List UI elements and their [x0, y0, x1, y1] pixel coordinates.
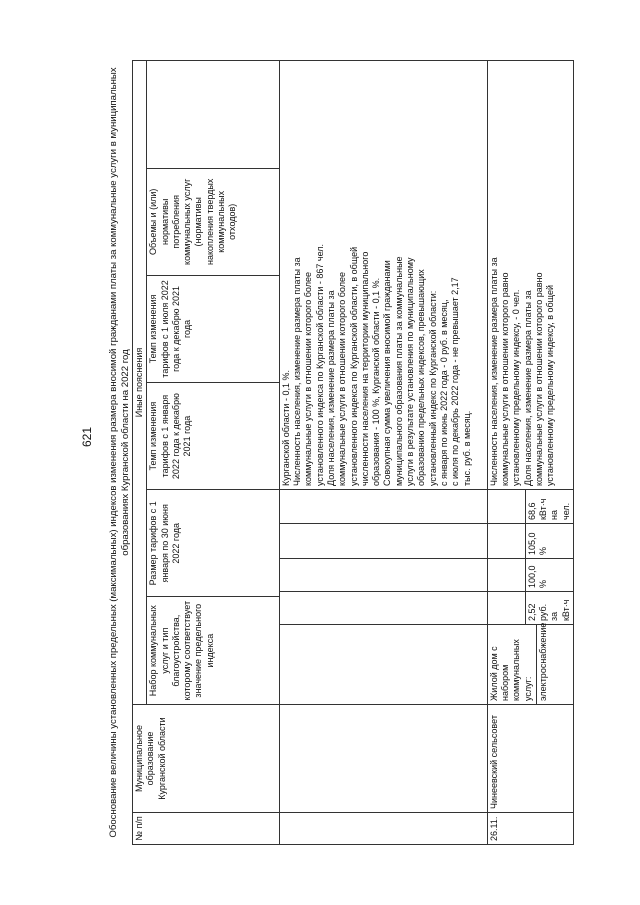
cont-tariff — [279, 592, 487, 625]
text-line: установленному предельному индексу, в общей — [545, 285, 556, 486]
row-tariff — [487, 592, 573, 625]
text-line: установленного индекса по Курганской области, в общей — [348, 246, 359, 486]
cont-explanation — [279, 61, 487, 490]
data-row-26-11 — [487, 61, 573, 845]
continuation-row — [279, 61, 487, 845]
row-volume-value: 68,6 кВт·ч на чел. — [525, 490, 572, 523]
header-row — [133, 61, 280, 845]
header-tariff: Размер тарифов с 1 января по 30 июня 2022 года — [147, 490, 279, 597]
header-mo: Муниципальное образование Курганской области — [133, 705, 280, 813]
text-line: установленному предельному индексу, - 0 чел. — [511, 289, 522, 486]
row-explanation — [487, 61, 573, 490]
cont-num — [279, 813, 487, 845]
text-line: коммунальные услуги в отношении которого более — [303, 272, 314, 486]
row-num: 26.11. — [487, 813, 573, 845]
row-set-text: Жилой дом с набором коммунальных услуг: — [488, 639, 533, 701]
text-line: образованию предельных индексов, превышающих — [416, 269, 427, 486]
text-line: Доля населения, изменение размера платы за — [522, 290, 533, 486]
cont-volume — [279, 490, 487, 524]
header-num: № п/п — [133, 813, 280, 845]
row-rate-jan — [487, 559, 573, 592]
indices-table — [132, 60, 574, 845]
header-explanation-group — [133, 61, 280, 705]
text-line: с июля по декабрь 2022 года - не превышает 2,17 — [450, 277, 461, 486]
cont-rate-jan — [279, 559, 487, 592]
row-rate-jan-value: 100,0 % — [525, 559, 550, 591]
header-rate-jan: Темп изменения тарифов с 1 января 2022 года к декабрю 2021 года — [147, 383, 279, 490]
text-line: тыс. руб. в месяц. — [461, 410, 472, 486]
text-line: коммунальные услуги в отношении которого равно — [500, 272, 511, 486]
text-line: численности населения на территории муниципального — [359, 251, 370, 486]
header-rate-jul: Темп изменения тарифов с 1 июля 2022 года к декабрю 2021 года — [147, 275, 279, 382]
row-rate-jul — [487, 524, 573, 559]
text-line: Численность населения, изменение размера платы за — [292, 257, 303, 486]
row-service: электроснабжение — [536, 625, 549, 704]
text-line: Доля населения, изменение размера платы за — [325, 290, 336, 486]
row-tariff-value: 2,52 руб. за кВт·ч — [525, 592, 572, 624]
text-line: Совокупная сумма увеличения вносимой гражданами — [382, 260, 393, 486]
text-line: образования - 100 %, Курганской области - 0,1 %. — [371, 277, 382, 486]
row-mo: Чинеевский сельсовет — [487, 705, 573, 813]
text-line: коммунальные услуги в отношении которого более — [337, 272, 348, 486]
rotated-table-container — [108, 60, 608, 845]
row-rate-jul-value: 105,0 % — [525, 524, 550, 558]
text-line: муниципального образования платы за коммунальные — [393, 256, 404, 486]
row-set — [487, 622, 573, 705]
cont-rate-jul — [279, 524, 487, 559]
header-volume: Объемы и (или) нормативы потребления коммунальных услуг (нормативы накопления твердых коммунальных отходов) — [147, 168, 279, 275]
text-line: услуги в результате установления по муниципальному — [405, 257, 416, 486]
text-line: с января по июнь 2022 года - 0 руб. в месяц, — [438, 299, 449, 486]
cont-set — [279, 625, 487, 705]
text-line: Курганской области - 0,1 %. — [280, 370, 291, 486]
page-number: 621 — [80, 426, 94, 448]
cont-mo — [279, 705, 487, 813]
header-set: Набор коммунальных услуг и тип благоустройства, которому соответствует значение предельного индекса — [147, 597, 279, 704]
header-empty — [147, 61, 279, 168]
text-line: Численность населения, изменение размера платы за — [488, 257, 499, 486]
text-line: коммунальные услуги в отношении которого равно — [533, 272, 544, 486]
text-line: установленного индекса по Курганской области - 867 чел. — [314, 243, 325, 486]
row-volume — [487, 490, 573, 524]
table-title: Обоснование величины установленных предельных (максимальных) индексов изменения размера вносимой гражданами платы за коммунальные услуги в муниципальных образованиях Курганской области на 2022 год — [108, 67, 131, 838]
header-explanations: Иные пояснения — [133, 61, 147, 704]
text-line: установленный индекс по Курганской области: — [427, 290, 438, 486]
